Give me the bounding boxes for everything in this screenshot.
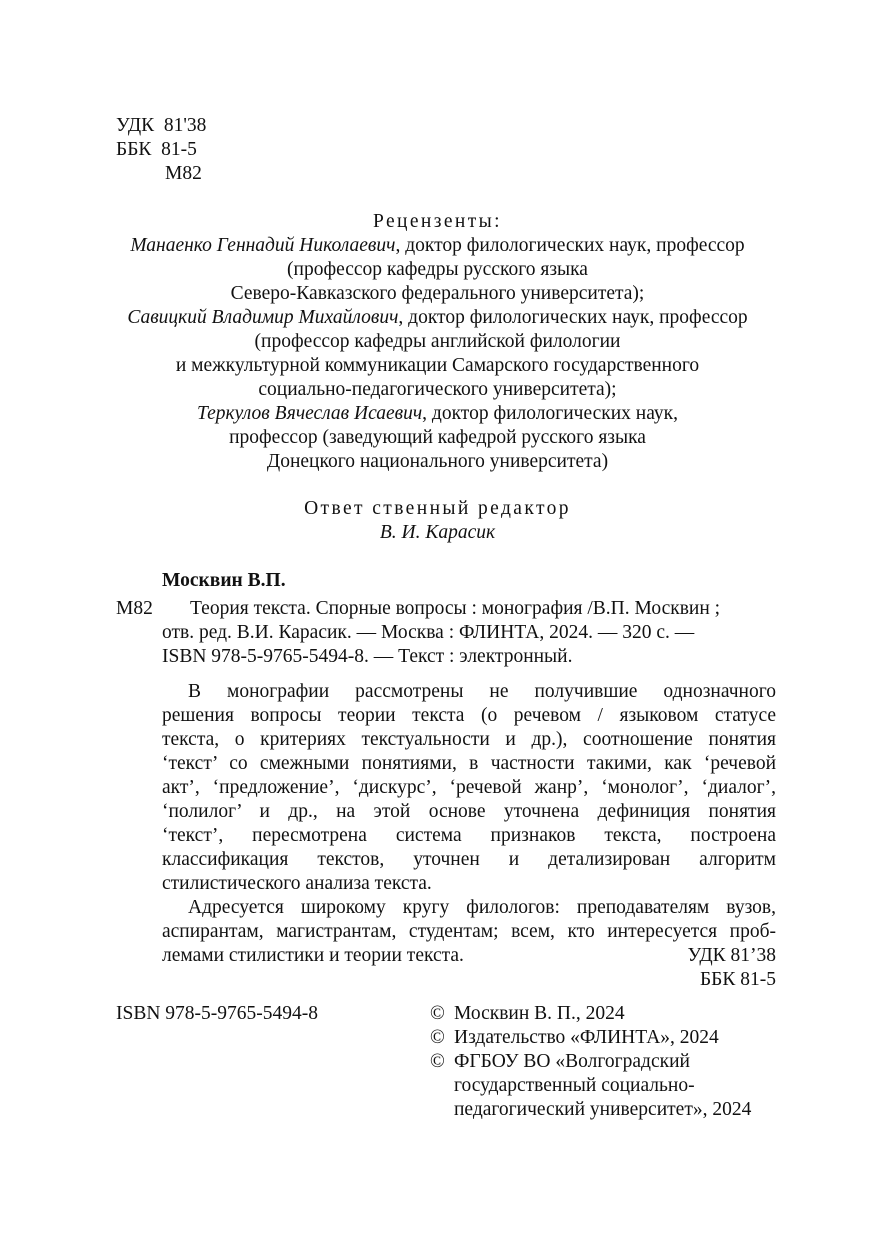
- abstract-line: стилистического анализа текста.: [162, 873, 432, 894]
- abstract-bbk: ББК 81-5: [699, 969, 776, 990]
- reviewer-line: Северо-Кавказского федерального университета);: [230, 283, 645, 304]
- abstract-udk: УДК 81’38: [687, 945, 776, 966]
- udk-label: УДК: [116, 115, 155, 136]
- reviewers-heading: Рецензенты:: [372, 211, 502, 232]
- audience-line: лемами стилистики и теории текста.: [162, 945, 464, 966]
- author-sign: М82: [165, 163, 202, 184]
- reviewers-list: [0, 234, 875, 474]
- editor-heading: Ответ ственный редактор: [304, 498, 571, 519]
- reviewer-line: социально-педагогического университета);: [258, 379, 617, 400]
- catalog-line-2: отв. ред. В.И. Карасик. — Москва : ФЛИНТА, 2024. — 320 с. —: [162, 622, 695, 643]
- abstract-line: текста, о критериях текстуальности и др.), соотношение понятия: [162, 729, 776, 750]
- reviewer-name: Манаенко Геннадий Николаевич: [130, 235, 396, 256]
- copyright-symbol: ©: [430, 1027, 445, 1048]
- copyright-symbol: ©: [430, 1051, 445, 1072]
- udk-line: [116, 114, 206, 138]
- abstract-line: ‘текст’, пересмотрена система признаков текста, построена: [162, 825, 776, 846]
- abstract-line: ‘текст’ со смежными понятиями, в частности такими, как ‘речевой: [162, 753, 776, 774]
- copyright-symbol: ©: [430, 1003, 445, 1024]
- abstract-line: ‘полилог’ и др., на этой основе уточнена дефиниция понятия: [162, 801, 776, 822]
- audience-line: аспирантам, магистрантам, студентам; всем, кто интересуется проб-: [162, 921, 776, 942]
- reviewer-name: Теркулов Вячеслав Исаевич: [196, 403, 423, 424]
- udk-value: 81'38: [163, 115, 207, 136]
- reviewer-line: и межкультурной коммуникации Самарского государственного: [175, 355, 700, 376]
- bbk-value: 81-5: [161, 139, 197, 160]
- reviewer-line: профессор (заведующий кафедрой русского языка: [229, 427, 646, 448]
- abstract-line: В монографии рассмотрены не получившие однозначного: [188, 681, 776, 702]
- reviewer-line: Теркулов Вячеслав Исаевич, доктор филологических наук,: [196, 403, 678, 424]
- abstract-line: решения вопросы теории текста (о речевом / языковом статусе: [162, 705, 776, 726]
- catalog-line-1: Теория текста. Спорные вопросы : монография /В.П. Москвин ;: [190, 598, 721, 619]
- catalog-author: Москвин В.П.: [162, 570, 286, 591]
- catalog-line-3: ISBN 978-5-9765-5494-8. — Текст : электронный.: [162, 646, 573, 667]
- footer-isbn: ISBN 978-5-9765-5494-8: [116, 1003, 319, 1024]
- reviewer-line: (профессор кафедры русского языка: [287, 259, 588, 280]
- reviewer-line: Манаенко Геннадий Николаевич, доктор филологических наук, профессор: [130, 235, 745, 256]
- audience-line: Адресуется широкому кругу филологов: преподавателям вузов,: [188, 897, 776, 918]
- abstract-line: классификация текстов, уточнен и детализирован алгоритм: [162, 849, 776, 870]
- reviewer-line: Савицкий Владимир Михайлович, доктор филологических наук, профессор: [127, 307, 748, 328]
- reviewer-line: (профессор кафедры английской филологии: [254, 331, 621, 352]
- reviewer-line: Донецкого национального университета): [266, 451, 609, 472]
- editor-name: В. И. Карасик: [379, 522, 496, 543]
- catalog-sign: М82: [116, 598, 153, 619]
- bbk-label: ББК: [116, 139, 152, 160]
- bbk-line: [116, 138, 197, 162]
- reviewer-name: Савицкий Владимир Михайлович: [127, 307, 399, 328]
- abstract-line: акт’, ‘предложение’, ‘дискурс’, ‘речевой жанр’, ‘монолог’, ‘диалог’,: [162, 777, 776, 798]
